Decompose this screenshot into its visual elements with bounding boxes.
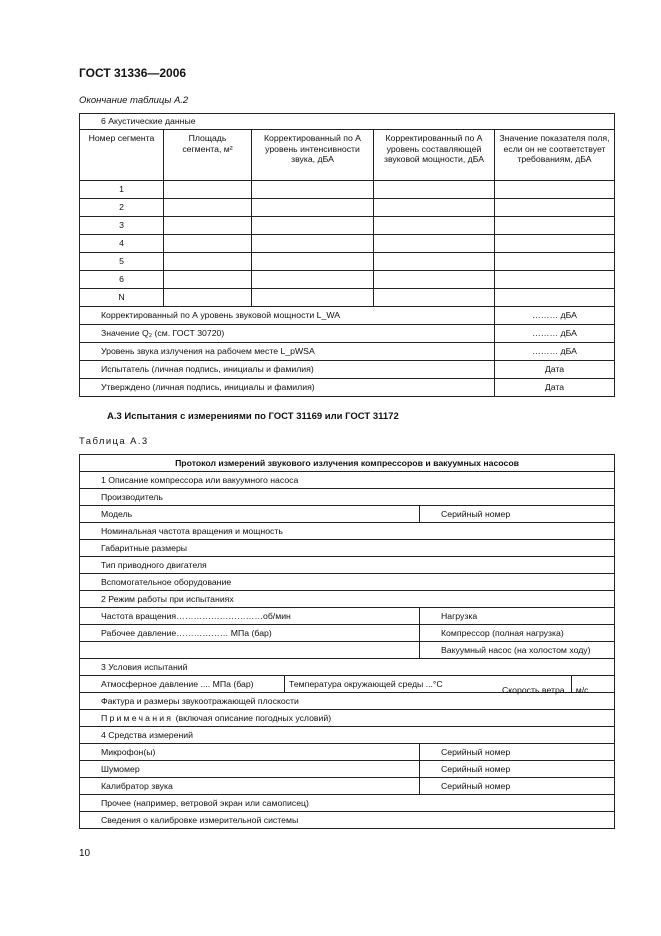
section-a3-heading: А.3 Испытания с измерениями по ГОСТ 31169 или ГОСТ 31172 — [107, 411, 399, 422]
serial-number-field: Серийный номер — [420, 506, 615, 523]
sound-power-level-value: ……… дБА — [495, 307, 615, 325]
drive-type-field: Тип приводного двигателя — [80, 557, 615, 574]
segment-6: 6 — [80, 271, 164, 289]
col-segment-number: Номер сегмента — [80, 130, 164, 181]
nominal-speed-power-field: Номинальная частота вращения и мощность — [80, 523, 615, 540]
ambient-temperature-field: Температура окружающей среды ...°C — [285, 676, 572, 693]
microphone-serial-field: Серийный номер — [420, 744, 615, 761]
notes-label: Примечания — [101, 712, 174, 723]
manufacturer-field: Производитель — [80, 489, 615, 506]
noise-meter-field: Шумомер — [80, 761, 420, 778]
col-field-indicator: Значение показателя поля, если он не соответствует требованиям, дБА — [495, 130, 615, 181]
vacuum-pump-idle-field: Вакуумный насос (на холостом ходу) — [420, 642, 615, 659]
workplace-level-value: ……… дБА — [495, 343, 615, 361]
other-equipment-field: Прочее (например, ветровой экран или самописец) — [80, 795, 615, 812]
rotation-speed-field: Частота вращения…………………………об/мин — [80, 608, 420, 625]
segment-5: 5 — [80, 253, 164, 271]
col-intensity-level: Корректированный по А уровень интенсивности звука, дБА — [252, 130, 374, 181]
section-operating-mode: 2 Режим работы при испытаниях — [80, 591, 615, 608]
col-segment-area — [164, 130, 252, 181]
col-power-component: Корректированный по А уровень составляющей звуковой мощности, дБА — [374, 130, 495, 181]
section-compressor-description: 1 Описание компрессора или вакуумного насоса — [80, 472, 615, 489]
working-pressure-field: Рабочее давление……………… МПа (бар) — [80, 625, 420, 642]
table-a3-caption: Таблица А.3 — [79, 436, 149, 447]
compressor-full-load-field: Компрессор (полная нагрузка) — [420, 625, 615, 642]
col-segment-area-label: Площадь сегмента, м² — [182, 133, 233, 154]
calibration-info-field: Сведения о калибровке измерительной системы — [80, 812, 615, 829]
sound-power-level-label: Корректированный по А уровень звуковой мощности L_WA — [80, 307, 495, 325]
q2-label: Значение Q₂ (см. ГОСТ 30720) — [80, 325, 495, 343]
segment-3: 3 — [80, 217, 164, 235]
tester-date: Дата — [495, 361, 615, 379]
calibrator-field: Калибратор звука — [80, 778, 420, 795]
table-a3 — [79, 454, 615, 829]
table-a2-caption: Окончание таблицы А.2 — [79, 95, 189, 106]
reflecting-plane-field: Фактура и размеры звукоотражающей плоскости — [80, 693, 615, 710]
notes-field — [80, 710, 615, 727]
table-a2 — [79, 113, 615, 397]
segment-n: N — [80, 289, 164, 307]
page-number: 10 — [79, 848, 91, 859]
calibrator-serial-field: Серийный номер — [420, 778, 615, 795]
section-measuring-instruments: 4 Средства измерений — [80, 727, 615, 744]
segment-4: 4 — [80, 235, 164, 253]
auxiliary-equipment-field: Вспомогательное оборудование — [80, 574, 615, 591]
segment-1: 1 — [80, 181, 164, 199]
section-test-conditions: 3 Условия испытаний — [80, 659, 615, 676]
approved-date: Дата — [495, 379, 615, 397]
workplace-level-label: Уровень звука излучения на рабочем месте L_pWSA — [80, 343, 495, 361]
model-field: Модель — [80, 506, 420, 523]
atmospheric-pressure-field: Атмосферное давление .... МПа (бар) — [80, 676, 285, 693]
section-acoustic-data: 6 Акустические данные — [80, 114, 615, 130]
tester-label: Испытатель (личная подпись, инициалы и фамилия) — [80, 361, 495, 379]
table-a3-title: Протокол измерений звукового излучения компрессоров и вакуумных насосов — [80, 455, 615, 472]
noise-meter-serial-field: Серийный номер — [420, 761, 615, 778]
document-header: ГОСТ 31336—2006 — [79, 66, 187, 80]
wind-speed-field: Скорость ветра… м/с — [502, 685, 589, 695]
microphone-field: Микрофон(ы) — [80, 744, 420, 761]
q2-value: ……… дБА — [495, 325, 615, 343]
dimensions-field: Габаритные размеры — [80, 540, 615, 557]
approved-label: Утверждено (личная подпись, инициалы и фамилия) — [80, 379, 495, 397]
segment-2: 2 — [80, 199, 164, 217]
load-field: Нагрузка — [420, 608, 615, 625]
notes-description: (включая описание погодных условий) — [173, 712, 332, 723]
